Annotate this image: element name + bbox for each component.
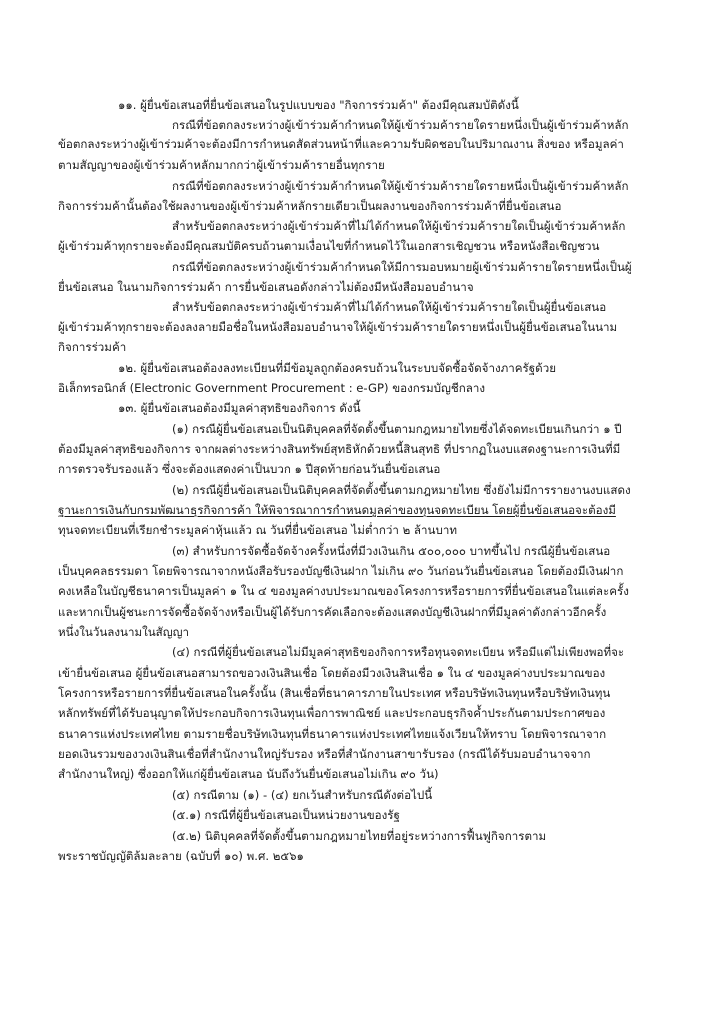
clause-3-line: (๓) สำหรับการจัดซื้อจัดจ้างครั้งหนึ่งที่มีวงเงินเกิน ๕๐๐,๐๐๐ บาทขึ้นไป กรณีผู้ยื่นข้อเสนอ: [172, 544, 611, 558]
paragraph-line: เป็นบุคคลธรรมดา โดยพิจารณาจากหนังสือรับรองบัญชีเงินฝาก ไม่เกิน ๙๐ วันก่อนวันยื่นข้อเสนอ โดยต้องมีเงินฝาก: [58, 564, 624, 578]
paragraph-line: ข้อตกลงระหว่างผู้เข้าร่วมค้าจะต้องมีการกำหนดสัดส่วนหน้าที่และความรับผิดชอบในปริมาณงาน สิ่งของ หรือมูลค่า: [58, 137, 624, 151]
section-11-heading: ๑๑. ผู้ยื่นข้อเสนอที่ยื่นข้อเสนอในรูปแบบของ "กิจการร่วมค้า" ต้องมีคุณสมบัติดังนี้: [118, 98, 519, 112]
paragraph-line: กิจการร่วมค้า: [58, 340, 127, 354]
paragraph-line: กรณีที่ข้อตกลงระหว่างผู้เข้าร่วมค้ากำหนดให้ผู้เข้าร่วมค้ารายใดรายหนึ่งเป็นผู้เข้าร่วมค้าหลัก: [172, 179, 629, 193]
clause-5-line: (๕) กรณีตาม (๑) - (๔) ยกเว้นสำหรับกรณีดังต่อไปนี้: [172, 788, 433, 802]
paragraph-line: สำนักงานใหญ่) ซึ่งออกให้แก่ผู้ยื่นข้อเสนอ นับถึงวันยื่นข้อเสนอไม่เกิน ๙๐ วัน): [58, 767, 439, 781]
section-13-heading: ๑๓. ผู้ยื่นข้อเสนอต้องมีมูลค่าสุทธิของกิจการ ดังนี้: [118, 401, 361, 415]
clause-5-1-line: (๕.๑) กรณีที่ผู้ยื่นข้อเสนอเป็นหน่วยงานของรัฐ: [172, 808, 400, 822]
paragraph-line: โครงการหรือรายการที่ยื่นข้อเสนอในครั้งนั้น (สินเชื่อที่ธนาคารภายในประเทศ หรือบริษัทเงินทุนหรือบริษัทเงินทุน: [58, 686, 611, 700]
paragraph-line: ยื่นข้อเสนอ ในนามกิจการร่วมค้า การยื่นข้อเสนอดังกล่าวไม่ต้องมีหนังสือมอบอำนาจ: [58, 280, 474, 294]
paragraph-line: ตามสัญญาของผู้เข้าร่วมค้าหลักมากกว่าผู้เข้าร่วมค้ารายอื่นทุกราย: [58, 158, 385, 172]
paragraph-line: หลักทรัพย์ที่ได้รับอนุญาตให้ประกอบกิจการเงินทุนเพื่อการพาณิชย์ และประกอบธุรกิจค้ำประกันตามประกาศของ: [58, 706, 606, 720]
paragraph-line: ธนาคารแห่งประเทศไทย ตามรายชื่อบริษัทเงินทุนที่ธนาคารแห่งประเทศไทยแจ้งเวียนให้ทราบ โดยพิจารณาจาก: [58, 727, 607, 741]
paragraph-line: ยอดเงินรวมของวงเงินสินเชื่อที่สำนักงานใหญ่รับรอง หรือที่สำนักงานสาขารับรอง (กรณีได้รับมอบอำนาจจาก: [58, 747, 591, 761]
paragraph-line: คงเหลือในบัญชีธนาคารเป็นมูลค่า ๑ ใน ๔ ของมูลค่างบประมาณของโครงการหรือรายการที่ยื่นข้อเสนอในแต่ละครั้ง: [58, 584, 629, 598]
paragraph-line: พระราชบัญญัติล้มละลาย (ฉบับที่ ๑๐) พ.ศ. ๒๕๖๑: [58, 849, 304, 863]
paragraph-line: เข้ายื่นข้อเสนอ ผู้ยื่นข้อเสนอสามารถขอวงเงินสินเชื่อ โดยต้องมีวงเงินสินเชื่อ ๑ ใน ๔ ของมูลค่างบประมาณของ: [58, 666, 606, 680]
paragraph-line: ผู้เข้าร่วมค้าทุกรายจะต้องลงลายมือชื่อในหนังสือมอบอำนาจให้ผู้เข้าร่วมค้ารายใดรายหนึ่งเป็นผู้ยื่นข้อเสนอในนาม: [58, 320, 618, 334]
paragraph-line: และหากเป็นผู้ชนะการจัดซื้อจัดจ้างหรือเป็นผู้ได้รับการคัดเลือกจะต้องแสดงบัญชีเงินฝากที่มีมูลค่าดังกล่าวอีกครั้ง: [58, 605, 607, 619]
paragraph-line: กรณีที่ข้อตกลงระหว่างผู้เข้าร่วมค้ากำหนดให้ผู้เข้าร่วมค้ารายใดรายหนึ่งเป็นผู้เข้าร่วมค้าหลัก: [172, 118, 629, 132]
paragraph-line: สำหรับข้อตกลงระหว่างผู้เข้าร่วมค้าที่ไม่ได้กำหนดให้ผู้เข้าร่วมค้ารายใดเป็นผู้เข้าร่วมค้าหลัก: [172, 219, 626, 233]
paragraph-line: ทุนจดทะเบียนที่เรียกชำระมูลค่าหุ้นแล้ว ณ วันที่ยื่นข้อเสนอ ไม่ต่ำกว่า ๒ ล้านบาท: [58, 523, 457, 537]
clause-5-2-line: (๕.๒) นิติบุคคลที่จัดตั้งขึ้นตามกฎหมายไทยที่อยู่ระหว่างการฟื้นฟูกิจการตาม: [172, 829, 547, 843]
section-12-heading: ๑๒. ผู้ยื่นข้อเสนอต้องลงทะเบียนที่มีข้อมูลถูกต้องครบถ้วนในระบบจัดซื้อจัดจ้างภาครัฐด้วย: [118, 361, 557, 375]
paragraph-line: ผู้เข้าร่วมค้าทุกรายจะต้องมีคุณสมบัติครบถ้วนตามเงื่อนไขที่กำหนดไว้ในเอกสารเชิญชวน หรือหนังสือเชิญชวน: [58, 239, 600, 253]
clause-2-line: (๒) กรณีผู้ยื่นข้อเสนอเป็นนิติบุคคลที่จัดตั้งขึ้นตามกฎหมายไทย ซึ่งยังไม่มีการรายงานงบแสดง: [172, 483, 631, 497]
paragraph-line: ฐานะการเงินกับกรมพัฒนาธุรกิจการค้า ให้พิจารณาการกำหนดมูลค่าของทุนจดทะเบียน โดยผู้ยื่นข้อเสนอจะต้องมี: [58, 503, 616, 517]
paragraph-line: หนึ่งในวันลงนามในสัญญา: [58, 625, 190, 639]
paragraph-line: กิจการร่วมค้านั้นต้องใช้ผลงานของผู้เข้าร่วมค้าหลักรายเดียวเป็นผลงานของกิจการร่วมค้าที่ยื่นข้อเสนอ: [58, 199, 562, 213]
paragraph-line: กรณีที่ข้อตกลงระหว่างผู้เข้าร่วมค้ากำหนดให้มีการมอบหมายผู้เข้าร่วมค้ารายใดรายหนึ่งเป็นผู้: [172, 260, 632, 274]
paragraph-line: อิเล็กทรอนิกส์ (Electronic Government Procurement : e-GP) ของกรมบัญชีกลาง: [58, 381, 486, 395]
paragraph-line: ต้องมีมูลค่าสุทธิของกิจการ จากผลต่างระหว่างสินทรัพย์สุทธิหักด้วยหนี้สินสุทธิ ที่ปรากฏในงบแสดงฐานะการเงินที่มี: [58, 442, 621, 456]
paragraph-line: สำหรับข้อตกลงระหว่างผู้เข้าร่วมค้าที่ไม่ได้กำหนดให้ผู้เข้าร่วมค้ารายใดเป็นผู้ยื่นข้อเสนอ: [172, 300, 607, 314]
paragraph-line: การตรวจรับรองแล้ว ซึ่งจะต้องแสดงค่าเป็นบวก ๑ ปีสุดท้ายก่อนวันยื่นข้อเสนอ: [58, 462, 441, 476]
clause-1-line: (๑) กรณีผู้ยื่นข้อเสนอเป็นนิติบุคคลที่จัดตั้งขึ้นตามกฎหมายไทยซึ่งได้จดทะเบียนเกินกว่า ๑ ปี: [172, 422, 622, 436]
clause-4-line: (๔) กรณีที่ผู้ยื่นข้อเสนอไม่มีมูลค่าสุทธิของกิจการหรือทุนจดทะเบียน หรือมีแต่ไม่เพียงพอที่จะ: [172, 645, 625, 659]
